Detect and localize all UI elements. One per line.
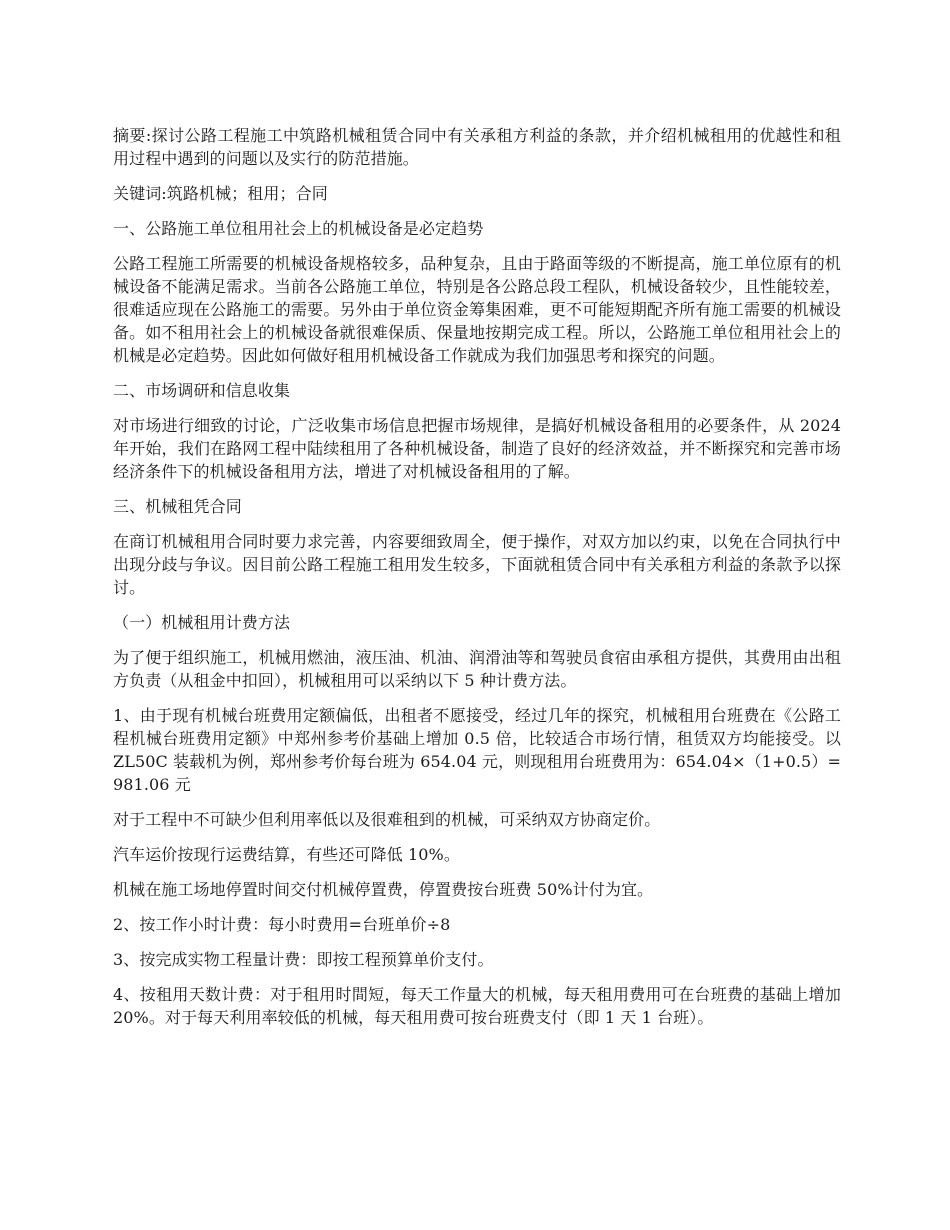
subsection-heading: （一）机械租用计费方法: [113, 613, 291, 632]
list-item-3: 3、按完成实物工程量计费：即按工程预算单价支付。: [113, 950, 494, 969]
keywords-paragraph: 关键词:筑路机械；租用；合同: [113, 184, 328, 203]
abstract-paragraph: 摘要:探讨公路工程施工中筑路机械租赁合同中有关承租方利益的条款，并介绍机械租用的优越性和租用过程中遇到的问题以及实行的防范措施。: [113, 126, 841, 168]
section-heading-1: 一、公路施工单位租用社会上的机械设备是必定趋势: [113, 219, 484, 238]
document-page: [113, 124, 841, 1041]
body-paragraph: 对市场进行细致的讨论，广泛收集市场信息把握市场规律，是搞好机械设备租用的必要条件，从 2024 年开始，我们在路网工程中陆续租用了各种机械设备，制造了良好的经济效益，并不断探究和完善市场经济条件下的机械设备租用方法，增进了对机械设备租用的了解。: [113, 416, 841, 481]
section-heading-3: 三、机械租凭合同: [113, 497, 242, 516]
list-item-4: 4、按租用天数计费：对于租用时間短，每天工作量大的机械，每天租用费用可在台班费的基础上增加 20%。对于每天利用率较低的机械，每天租用费可按台班费支付（即 1 天 1 台班）。: [113, 985, 841, 1027]
section-heading-2: 二、市场调研和信息收集: [113, 381, 291, 400]
body-paragraph: 机械在施工场地停置时间交付机械停置费，停置费按台班费 50%计付为宜。: [113, 880, 654, 899]
body-paragraph: 在商订机械租用合同时要力求完善，内容要细致周全，便于操作，对双方加以约束，以免在合同执行中出现分歧与争议。因目前公路工程施工租用发生较多，下面就租赁合同中有关承租方利益的条款予以探讨。: [113, 532, 841, 597]
list-item-2: 2、按工作小时计费：每小时费用=台班单价÷8: [113, 915, 451, 934]
body-paragraph: 汽车运价按现行运费结算，有些还可降低 10%。: [113, 845, 460, 864]
list-item-1: 1、由于现有机械台班费用定额偏低，出租者不愿接受，经过几年的探究，机械租用台班费在《公路工程机械台班费用定额》中郑州参考价基础上增加 0.5 倍，比较适合市场行情，租赁双方均能接受。以 ZL50C 装载机为例，郑州参考价每台班为 654.04 元，则现租用台班费用为：654.04×（1+0.5）=981.06 元: [113, 706, 841, 794]
body-paragraph: 对于工程中不可缺少但利用率低以及很难租到的机械，可采纳双方协商定价。: [113, 810, 661, 829]
body-paragraph: 公路工程施工所需要的机械设备规格较多，品种复杂，且由于路面等级的不断提高，施工单位原有的机械设备不能满足需求。当前各公路施工单位，特别是各公路总段工程队，机械设备较少，且性能较差，很难适应现在公路施工的需要。另外由于单位资金筹集困难，更不可能短期配齐所有施工需要的机械设备。如不租用社会上的机械设备就很难保质、保量地按期完成工程。所以，公路施工单位租用社会上的机械是必定趋势。因此如何做好租用机械设备工作就成为我们加强思考和探究的问题。: [113, 254, 841, 365]
body-paragraph: 为了便于组织施工，机械用燃油，液压油、机油、润滑油等和驾驶员食宿由承租方提供，其费用由出租方负责（从租金中扣回），机械租用可以采纳以下 5 种计费方法。: [113, 648, 841, 690]
